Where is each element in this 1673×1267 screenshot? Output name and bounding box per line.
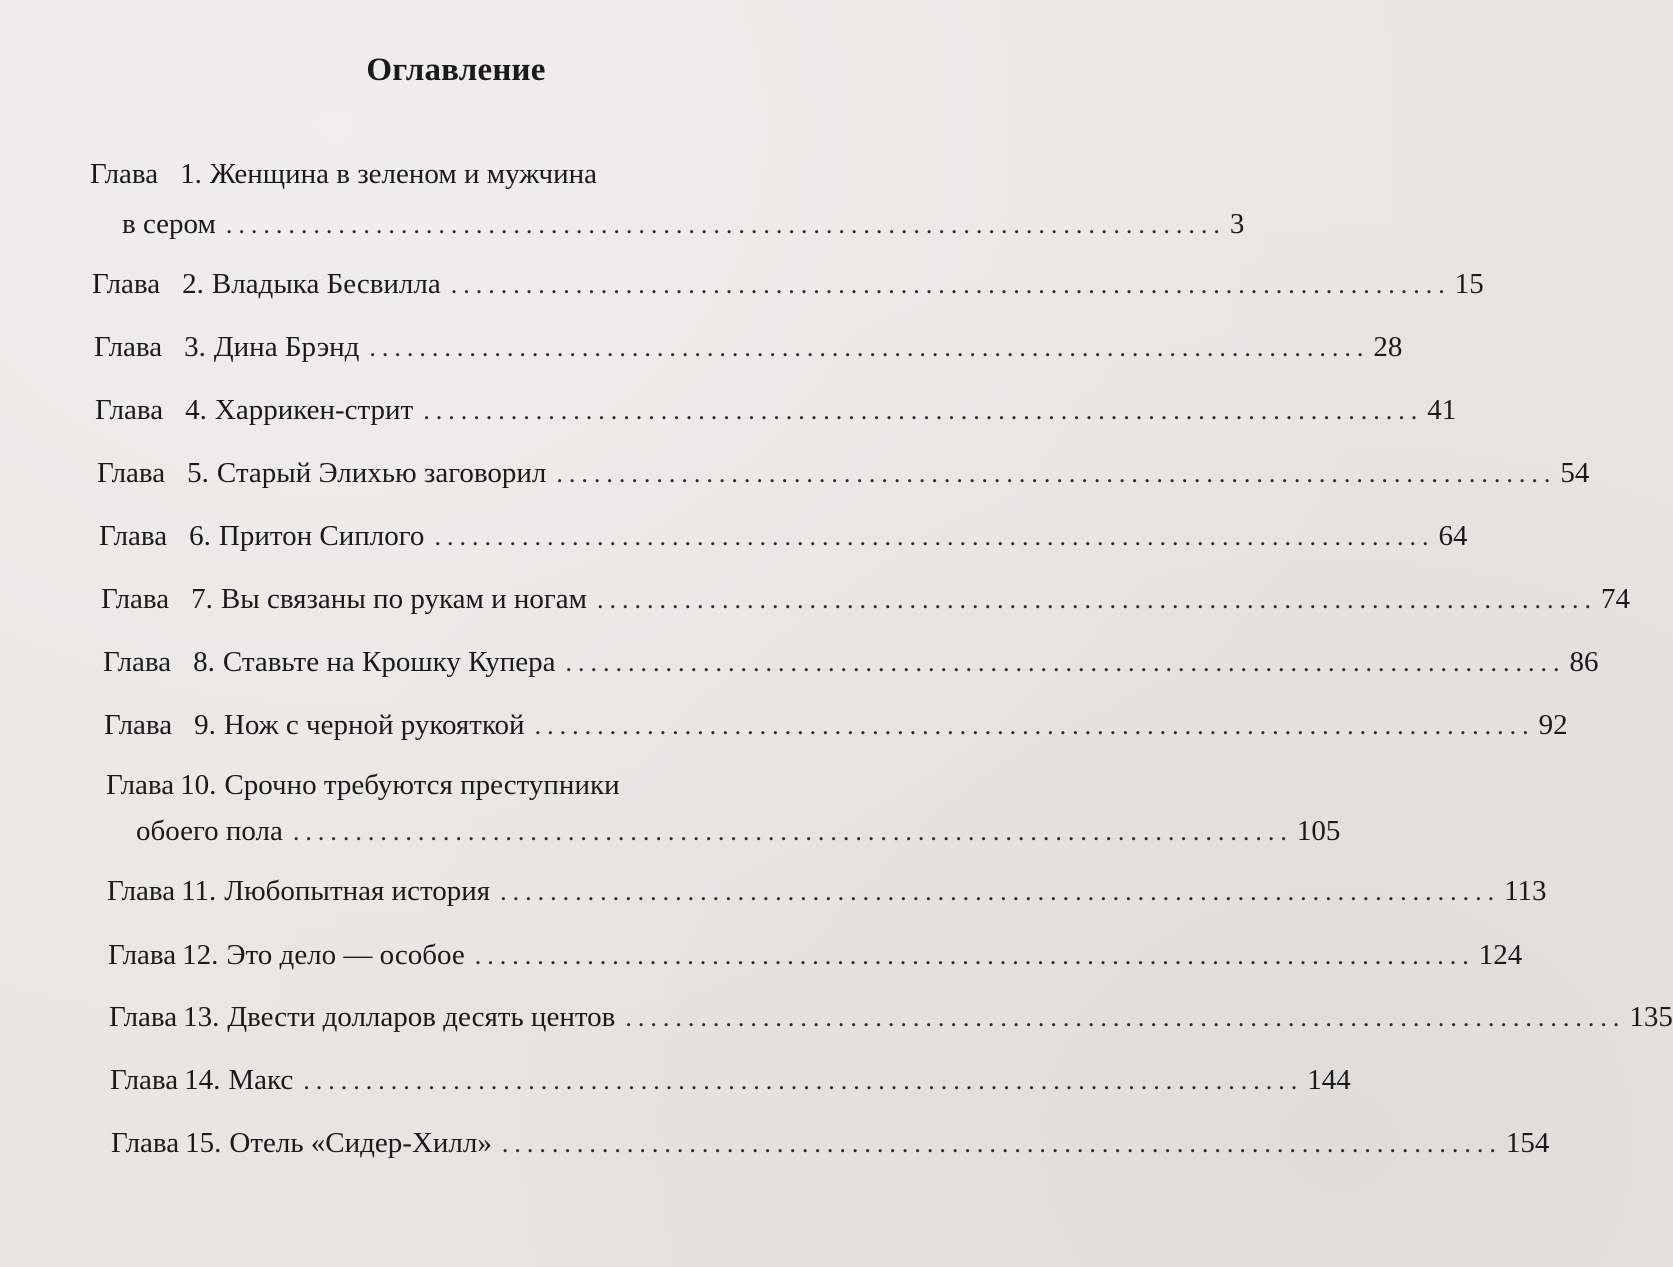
toc-entry [97, 455, 1590, 492]
toc-entry [101, 581, 1630, 618]
toc-entry-line: Глава 15. Отель «Сидер-Хилл» ................................................................................ 154 [111, 1125, 849, 1162]
toc-entry-line: Глава 6. Притон Сиплого ................................................................................ 64 [99, 518, 838, 555]
chapter-number: 2. [182, 268, 204, 300]
dot-leader: ................................................................................ [434, 522, 1435, 551]
chapter-label: Глава [109, 1001, 178, 1033]
chapter-label: Глава [99, 520, 168, 552]
chapter-number: 13. [183, 1001, 220, 1033]
chapter-title: Двести долларов десять центов [227, 1001, 616, 1033]
dot-leader: ................................................................................ [596, 585, 1597, 614]
toc-entry [104, 707, 1568, 744]
chapter-title-continued: в сером [122, 208, 216, 240]
dot-leader: ................................................................................ [501, 1129, 1502, 1158]
chapter-title: Макс [228, 1064, 294, 1096]
chapter-title: Срочно требуются преступники [224, 769, 620, 801]
chapter-title: Это дело — особое [226, 939, 465, 971]
toc-entry-line [90, 156, 828, 192]
toc-entry [111, 1125, 1550, 1162]
toc-entry-line: Глава 3. Дина Брэнд ................................................................................ 28 [94, 329, 832, 366]
dot-leader: ................................................................................ [423, 396, 1424, 425]
chapter-label: Глава [106, 769, 175, 801]
chapter-label: Глава [97, 457, 166, 489]
toc-entry [90, 156, 1245, 243]
dot-leader: ................................................................................ [500, 877, 1501, 906]
chapter-label: Глава [92, 268, 161, 300]
chapter-title: Владыка Бесвилла [211, 268, 441, 300]
chapter-label: Глава [111, 1127, 180, 1159]
dot-leader: ................................................................................ [556, 459, 1557, 488]
toc-entry-line: Глава 12. Это дело — особое ................................................................................ 124 [108, 937, 846, 974]
toc-entry [95, 392, 1457, 429]
chapter-label: Глава [90, 158, 159, 190]
toc-entry-line: Глава 8. Ставьте на Крошку Купера ................................................................................ 86 [103, 644, 842, 681]
toc-entry-line: Глава 4. Харрикен-стрит ................................................................................ 41 [95, 392, 834, 429]
toc-entry-line: в сером ................................................................................ 3 [122, 206, 828, 243]
chapter-title: Любопытная история [224, 875, 491, 907]
page-title: Оглавление [366, 52, 546, 88]
chapter-number: 14. [184, 1064, 221, 1096]
dot-leader: ................................................................................ [369, 333, 1370, 362]
chapter-title-continued: обоего пола [136, 815, 283, 847]
chapter-number: 3. [184, 331, 206, 363]
chapter-title: Отель «Сидер-Хилл» [229, 1127, 492, 1159]
toc-entry [99, 518, 1468, 555]
toc-entry-line: Глава 7. Вы связаны по рукам и ногам ................................................................................ 74 [101, 581, 840, 618]
chapter-title: Женщина в зеленом и мужчина [209, 158, 597, 190]
toc-entry [103, 644, 1599, 681]
chapter-title: Ставьте на Крошку Купера [222, 646, 556, 678]
chapter-number: 5. [187, 457, 209, 489]
chapter-number: 1. [180, 158, 202, 190]
chapter-title: Вы связаны по рукам и ногам [220, 583, 587, 615]
chapter-label: Глава [104, 709, 173, 741]
toc-entry-line: Глава 2. Владыка Бесвилла ................................................................................ 15 [92, 266, 830, 303]
toc-entry-line: Глава 9. Нож с черной рукояткой ................................................................................ 92 [104, 707, 842, 744]
chapter-label: Глава [110, 1064, 179, 1096]
toc-entry [107, 873, 1547, 910]
chapter-label: Глава [94, 331, 163, 363]
chapter-title: Нож с черной рукояткой [223, 709, 525, 741]
chapter-label: Глава [101, 583, 170, 615]
chapter-label: Глава [95, 394, 164, 426]
dot-leader: ................................................................................ [292, 817, 1293, 846]
dot-leader: ................................................................................ [450, 270, 1451, 299]
chapter-title: Старый Элихью заговорил [216, 457, 547, 489]
chapter-number: 12. [182, 939, 219, 971]
chapter-number: 11. [181, 875, 217, 907]
toc-entry-line: Глава 14. Макс ................................................................................ 144 [110, 1062, 848, 1099]
toc-entry [109, 999, 1673, 1036]
chapter-number: 8. [193, 646, 215, 678]
toc-entry [108, 937, 1523, 974]
toc-entry-line [106, 767, 844, 803]
chapter-number: 9. [194, 709, 216, 741]
toc-entry [106, 767, 1341, 850]
chapter-label: Глава [103, 646, 172, 678]
toc-entry [92, 266, 1484, 303]
chapter-label: Глава [108, 939, 177, 971]
chapter-title: Дина Брэнд [213, 331, 360, 363]
chapter-number: 6. [189, 520, 211, 552]
toc-entry-line: Глава 13. Двести долларов десять центов ................................................................................ 135 [109, 999, 847, 1036]
toc-entry-line: Глава 11. Любопытная история ................................................................................ 113 [107, 873, 845, 910]
chapter-number: 15. [185, 1127, 222, 1159]
dot-leader: ................................................................................ [534, 711, 1535, 740]
chapter-number: 7. [191, 583, 213, 615]
chapter-title: Притон Сиплого [218, 520, 425, 552]
toc-entry [94, 329, 1403, 366]
chapter-number: 10. [180, 769, 217, 801]
toc-entry [110, 1062, 1351, 1099]
dot-leader: ................................................................................ [565, 648, 1566, 677]
toc-entry-line: Глава 5. Старый Элихью заговорил ................................................................................ 54 [97, 455, 836, 492]
dot-leader: ................................................................................ [225, 210, 1226, 239]
chapter-title: Харрикен-стрит [214, 394, 414, 426]
toc-entry-line: обоего пола ................................................................................ 105 [136, 813, 844, 850]
chapter-label: Глава [107, 875, 176, 907]
chapter-number: 4. [185, 394, 207, 426]
dot-leader: ................................................................................ [474, 941, 1475, 970]
dot-leader: ................................................................................ [625, 1003, 1626, 1032]
dot-leader: ................................................................................ [303, 1066, 1304, 1095]
